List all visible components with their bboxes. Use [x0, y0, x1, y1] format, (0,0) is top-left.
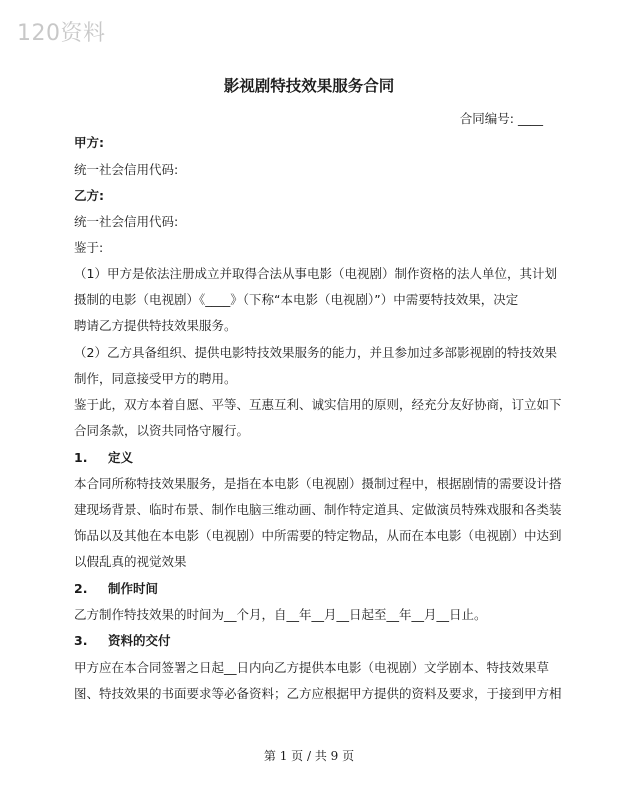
section-number: 1.: [74, 450, 88, 465]
section-title: 资料的交付: [108, 633, 171, 648]
section-line: 以假乱真的视觉效果: [74, 554, 187, 569]
watermark: 120资料: [17, 21, 106, 46]
section-line: 建现场背景、临时布景、制作电脑三维动画、制作特定道具、定做演员特殊戏服和各类装: [74, 502, 562, 517]
whereas-p3-line: 鉴于此，双方本着自愿、平等、互惠互利、诚实信用的原则，经充分友好协商，订立如下: [74, 397, 562, 412]
document-title: 影视剧特技效果服务合同: [223, 77, 395, 95]
section-line: 图、特技效果的书面要求等必备资料；乙方应根据甲方提供的资料及要求，于接到甲方相: [74, 686, 562, 701]
contract-number-value: ____: [518, 111, 543, 126]
section-line: 本合同所称特技效果服务，是指在本电影（电视剧）摄制过程中，根据剧情的需要设计搭: [74, 476, 562, 491]
section-title: 定义: [108, 450, 134, 465]
section-line: 饰品以及其他在本电影（电视剧）中所需要的特定物品，从而在本电影（电视剧）中达到: [74, 528, 562, 543]
whereas-p2-line: （2）乙方具备组织、提供电影特技效果服务的能力，并且参加过多部影视剧的特技效果: [74, 345, 557, 360]
section-line: 甲方应在本合同签署之日起__日内向乙方提供本电影（电视剧）文学剧本、特技效果草: [74, 660, 550, 675]
party-a-credit-code: 统一社会信用代码:: [74, 162, 179, 177]
section-title: 制作时间: [108, 581, 159, 596]
contract-number-label: 合同编号:: [459, 111, 515, 126]
contract-number: [460, 109, 546, 127]
whereas-p1-line: 摄制的电影（电视剧）《____》（下称“本电影（电视剧）”）中需要特技效果，决定: [74, 292, 519, 307]
section-heading-definition: [74, 448, 550, 468]
section-line: 乙方制作特技效果的时间为__个月，自__年__月__日起至__年__月__日止。: [74, 607, 487, 622]
section-heading-materials: [74, 631, 550, 651]
page-footer: 第 1 页 / 共 9 页: [263, 749, 355, 763]
party-b-credit-code: 统一社会信用代码:: [74, 214, 179, 229]
whereas-p2-line: 制作，同意接受甲方的聘用。: [74, 371, 237, 386]
section-number: 3.: [74, 633, 88, 648]
whereas-p1-line: （1）甲方是依法注册成立并取得合法从事电影（电视剧）制作资格的法人单位，其计划: [74, 266, 557, 281]
whereas-label: 鉴于:: [74, 240, 104, 255]
section-heading-production-time: [74, 579, 550, 599]
party-b-label: 乙方:: [74, 188, 104, 203]
section-number: 2.: [74, 581, 88, 596]
party-a-label: 甲方:: [74, 135, 104, 150]
whereas-p1-line: 聘请乙方提供特技效果服务。: [74, 318, 237, 333]
whereas-p3-line: 合同条款，以资共同恪守履行。: [74, 423, 250, 438]
